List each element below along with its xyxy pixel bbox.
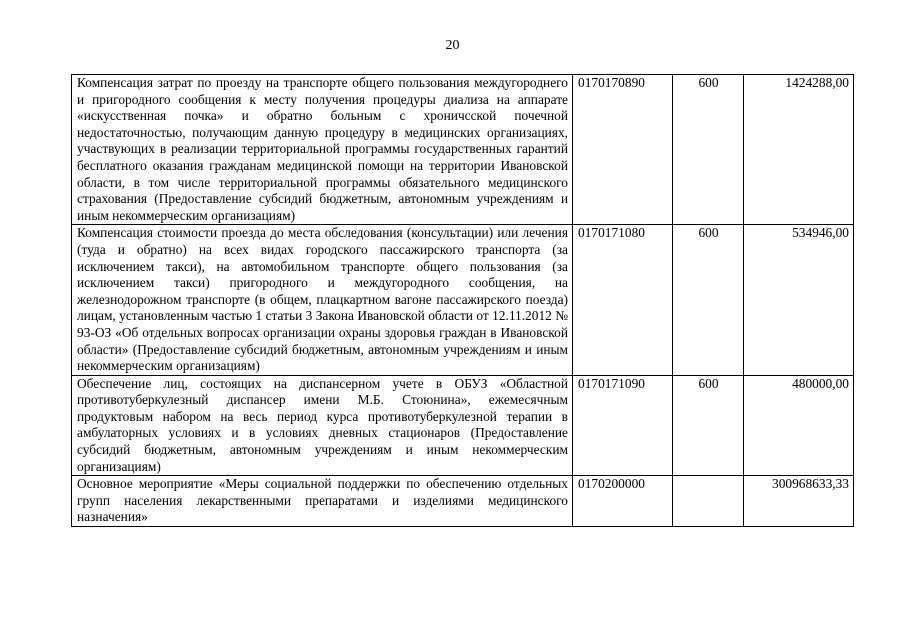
row-target-code: 0170200000 bbox=[573, 476, 673, 527]
row-description: Компенсация затрат по проезду на транспорте общего пользования междугороднего и пригородного сообщения к месту получения процедуры диализа на аппарате «искусственная почка» и обратно больным с хроничсской почечной недостаточностью, получающим данную процедуру в медицинских организациях, участвующих в реализации территориальной программы государственных гарантий бесплатного оказания гражданам медицинской помощи на территории Ивановской области, в том числе территориальной программы обязательного медицинского страхования (Предоставление субсидий бюджетным, автономным учреждениям и иным некоммерческим организациям) bbox=[72, 75, 573, 225]
row-expense-type: 600 bbox=[673, 75, 744, 225]
budget-table bbox=[71, 74, 854, 527]
row-description: Обеспечение лиц, состоящих на диспансерном учете в ОБУЗ «Областной противотуберкулезный диспансер имени М.Б. Стоюнина», ежемесячным продуктовым набором на весь период курса противотуберкулезной терапии в амбулаторных условиях и в условиях дневных стационаров (Предоставление субсидий бюджетным, автономным учреждениям и иным некоммерческим организациям) bbox=[72, 375, 573, 476]
row-description: Основное мероприятие «Меры социальной поддержки по обеспечению отдельных групп населения лекарственными препаратами и изделиями медицинского назначения» bbox=[72, 476, 573, 527]
row-amount: 480000,00 bbox=[744, 375, 854, 476]
row-expense-type bbox=[673, 476, 744, 527]
row-target-code: 0170171080 bbox=[573, 225, 673, 375]
table-row bbox=[72, 476, 854, 527]
table-row bbox=[72, 75, 854, 225]
row-amount: 300968633,33 bbox=[744, 476, 854, 527]
table-row bbox=[72, 375, 854, 476]
row-expense-type: 600 bbox=[673, 375, 744, 476]
table-row bbox=[72, 225, 854, 375]
row-target-code: 0170170890 bbox=[573, 75, 673, 225]
row-target-code: 0170171090 bbox=[573, 375, 673, 476]
row-expense-type: 600 bbox=[673, 225, 744, 375]
row-amount: 1424288,00 bbox=[744, 75, 854, 225]
row-description: Компенсация стоимости проезда до места обследования (консультации) или лечения (туда и обратно) на всех видах городского пассажирского транспорта (за исключением такси), на автомобильном транспорте общего пользования (за исключением такси) пригородного и междугородного сообщения, на железнодорожном транспорте (в общем, плацкартном вагоне пассажирского поезда) лицам, установленным частью 1 статьи 3 Закона Ивановской области от 12.11.2012 № 93-ОЗ «Об отдельных вопросах организации охраны здоровья граждан в Ивановской области» (Предоставление субсидий бюджетным, автономным учреждениям и иным некоммерческим организациям) bbox=[72, 225, 573, 375]
row-amount: 534946,00 bbox=[744, 225, 854, 375]
page-number: 20 bbox=[445, 38, 460, 53]
